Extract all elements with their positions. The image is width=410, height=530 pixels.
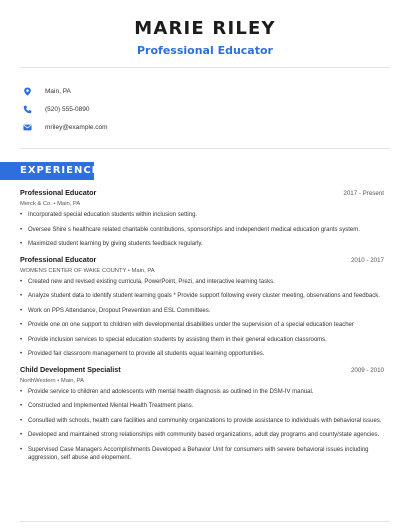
bullet-item: [20, 446, 384, 462]
email-icon: [23, 123, 32, 132]
job-bullets: [20, 211, 384, 248]
bullet-dot-icon: •: [20, 212, 23, 218]
bullet-dot-icon: •: [20, 293, 23, 299]
job-title: Professional Educator: [20, 254, 97, 264]
job-header: [20, 255, 384, 266]
bullet-dot-icon: •: [20, 417, 23, 424]
bullet-text: Supervised Case Managers Accomplishments Developed a Behavior Unit for consumers with severe behavioral issues including aggression, self abuse and elopement.: [28, 446, 369, 461]
contact-location: [20, 82, 390, 100]
bullet-item: [20, 321, 384, 329]
job-bullets: [20, 278, 384, 359]
job-organization: WOMENS CENTER OF WAKE COUNTY • Main, PA: [20, 267, 155, 274]
bullet-text: Consulted with schools, health care facilities and community organizations to provide assistance to individuals with behavioral issues.: [28, 417, 382, 424]
bullet-dot-icon: •: [20, 226, 23, 233]
bullet-text: Provide one on one support to children with developmental disabilities under the supervision of a special education teacher: [28, 322, 354, 328]
bullet-text: Provide inclusion services to special education students by assisting them in their general education classrooms.: [28, 336, 327, 343]
job-header: [20, 365, 384, 376]
bullet-dot-icon: •: [20, 388, 23, 395]
bullet-item: [20, 431, 384, 439]
bullet-dot-icon: •: [20, 336, 23, 343]
bullet-text: Analyze student data to identify student learning goals * Provide support following every cluster meeting, observations and feedback.: [28, 293, 380, 299]
contact-location-text: Main, PA: [45, 87, 71, 95]
bullet-text: Provided fair classroom management to provide all students equal learning opportunities.: [28, 351, 265, 357]
bullet-item: [20, 278, 384, 286]
job-entry: [20, 188, 384, 248]
candidate-name: MARIE RILEY: [134, 18, 276, 39]
bullet-item: [20, 292, 384, 300]
job-title: Professional Educator: [20, 188, 97, 197]
job-entry: [20, 255, 384, 359]
contact-email: [20, 118, 390, 136]
contact-email-text: mriley@example.com: [45, 123, 108, 131]
job-header: [20, 188, 384, 199]
bullet-item: [20, 336, 384, 344]
experience-heading: EXPERIENCE: [0, 162, 94, 180]
bullet-dot-icon: •: [20, 432, 23, 438]
bullet-item: [20, 240, 384, 248]
header-divider: [20, 67, 390, 68]
candidate-title: Professional Educator: [137, 44, 273, 57]
bullet-item: [20, 350, 384, 358]
location-pin-icon: [23, 87, 32, 96]
bullet-text: Work on PPS Attendance, Dropout Prevention and ESL Committees.: [28, 307, 211, 314]
bullet-dot-icon: •: [20, 322, 23, 328]
footer-divider: [20, 521, 390, 522]
bullet-text: Maximized student learning by giving students feedback regularly.: [28, 241, 203, 247]
bullet-dot-icon: •: [20, 307, 23, 314]
bullet-dot-icon: •: [20, 278, 23, 285]
bullet-item: [20, 211, 384, 219]
job-dates: 2009 - 2010: [350, 366, 384, 374]
job-organization: Merck & Co. • Main, PA: [20, 201, 81, 207]
bullet-dot-icon: •: [20, 403, 23, 409]
job-dates: 2010 - 2017: [350, 256, 384, 264]
bullet-text: Provide service to children and adolescents with mental health diagnosis as outlined in the DSM-IV manual.: [28, 388, 314, 395]
contact-phone: [20, 100, 390, 118]
contact-divider: [20, 148, 390, 149]
bullet-text: Oversee Shire s healthcare related charitable contributions, sponsorships and independent medical education grants system.: [28, 226, 360, 233]
bullet-item: [20, 226, 384, 234]
bullet-dot-icon: •: [20, 351, 23, 357]
bullet-text: Constructed and Implemented Mental Health Treatment plans.: [28, 403, 194, 409]
contact-phone-text: (520) 555-0890: [45, 105, 90, 113]
contact-list: [20, 82, 390, 136]
job-organization: NorthWestern • Main, PA: [20, 377, 84, 384]
job-dates: 2017 - Present: [343, 190, 384, 197]
job-bullets: [20, 388, 384, 462]
bullet-text: Incorporated special education students within inclusion setting.: [28, 212, 198, 218]
job-title: Child Development Specialist: [20, 364, 121, 374]
bullet-item: [20, 388, 384, 396]
bullet-text: Created new and revised existing curricula, PowerPoint, Prezi, and interactive learning tasks.: [28, 278, 275, 285]
bullet-text: Developed and maintained strong relationships with community based organizations, adult day programs and county/state agencies.: [28, 432, 380, 438]
bullet-item: [20, 402, 384, 410]
experience-list: [20, 188, 384, 468]
bullet-item: [20, 417, 384, 425]
resume-header: [0, 18, 410, 58]
job-entry: [20, 365, 384, 462]
bullet-item: [20, 307, 384, 315]
phone-icon: [23, 105, 32, 114]
bullet-dot-icon: •: [20, 241, 23, 247]
bullet-dot-icon: •: [20, 446, 23, 453]
